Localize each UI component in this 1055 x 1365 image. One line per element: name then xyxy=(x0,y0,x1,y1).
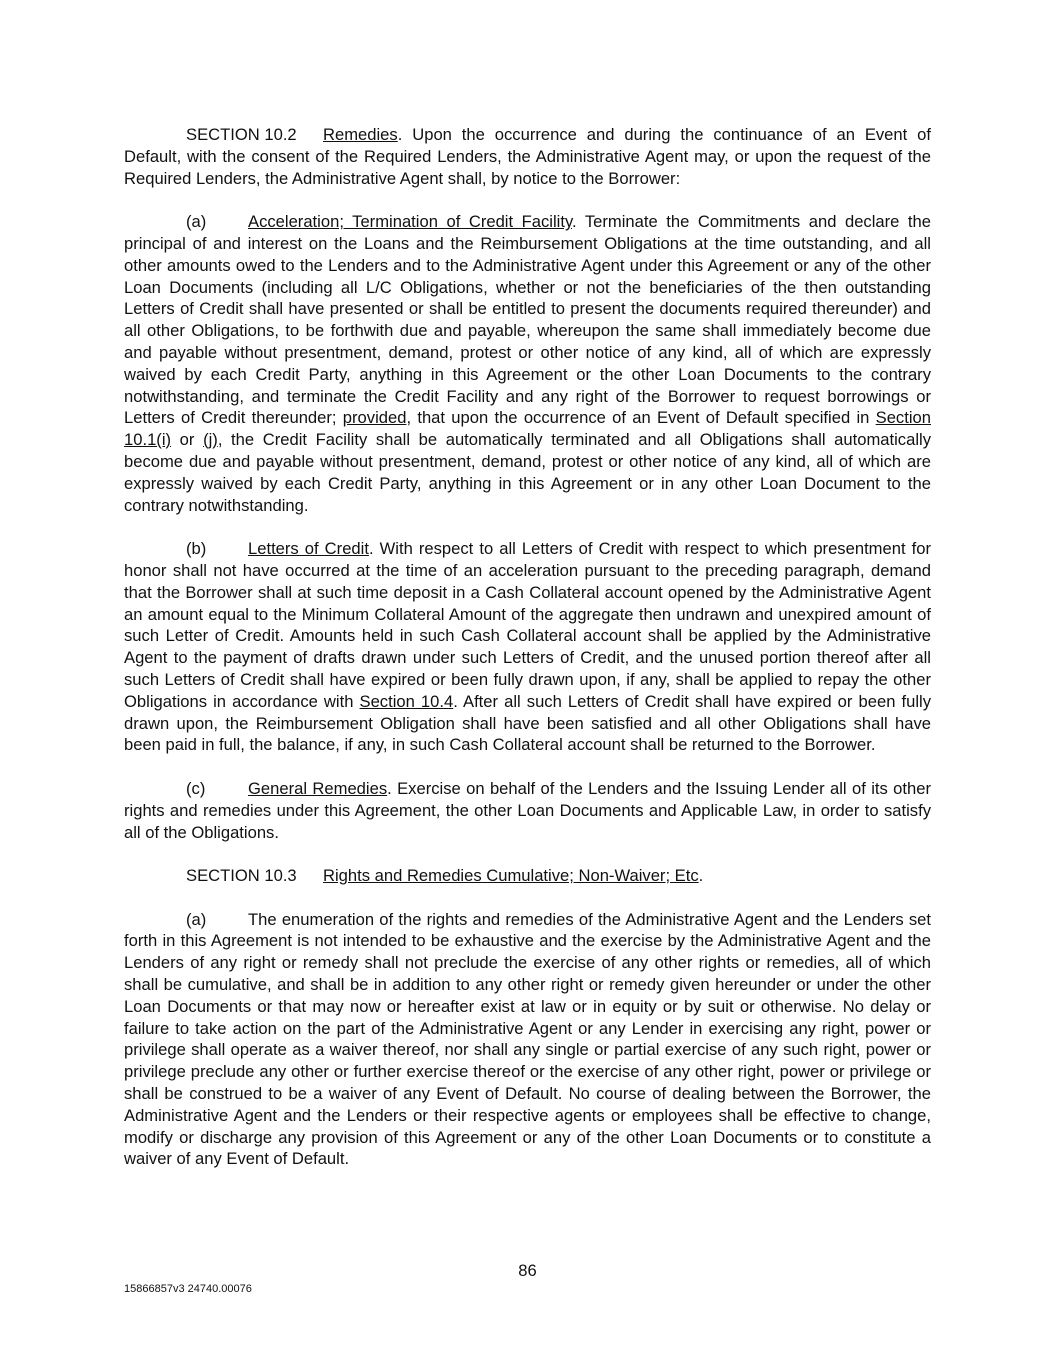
document-id: 15866857v3 24740.00076 xyxy=(124,1283,252,1295)
page-number: 86 xyxy=(518,1261,537,1280)
section-10-3-heading xyxy=(124,865,931,887)
paragraph-a-text-2: , that upon the occurrence of an Event of Default specified in xyxy=(406,408,876,428)
paragraph-a-heading: Acceleration; Termination of Credit Facility xyxy=(248,212,573,232)
section-10-3-label: SECTION 10.3 xyxy=(186,866,297,886)
paragraph-c-marker: (c) xyxy=(186,778,206,798)
section-10-2-paragraph xyxy=(124,124,931,189)
paragraph-b-heading: Letters of Credit xyxy=(248,539,369,559)
section-10-2-label: SECTION 10.2 xyxy=(186,125,297,144)
section-10-3-title: Rights and Remedies Cumulative; Non-Waiver; Etc xyxy=(323,866,699,886)
paragraph-b-letters-of-credit xyxy=(124,538,931,756)
paragraph-a-text-3: or xyxy=(171,430,204,450)
section-10-4-reference: Section 10.4 xyxy=(359,691,454,711)
section-10-3-paragraph-a xyxy=(124,909,931,1171)
paragraph-a-acceleration xyxy=(124,211,931,516)
paragraph-a-text-1: . Terminate the Commitments and declare the principal of and interest on the Loans and the Reimbursement Obligations at the time outstanding, and all other amounts owed to the Lenders and to the Administrative Agent under this Agreement or any of the other Loan Documents (including all L/C Obligations, whether or not the beneficiaries of the then outstanding Letters of Credit shall have presented or shall be entitled to present the documents required thereunder) and all other Obligations, to be forthwith due and payable, whereupon the same shall immediately become due and payable without presentment, demand, protest or other notice of any kind, all of which are expressly waived by each Credit Party, anything in this Agreement or the other Loan Documents to the contrary notwithstanding, and terminate the Credit Facility and any right of the Borrower to request borrowings or Letters of Credit thereunder; xyxy=(124,212,931,428)
section-10-1-i-reference: Section 10.1(i) xyxy=(124,408,931,450)
paragraph-a-text-4: , the Credit Facility shall be automatically terminated and all Obligations shall automatically become due and payable without presentment, demand, protest or other notice of any kind, all of which are expressly waived by each Credit Party, anything in this Agreement or in any other Loan Document to the contrary notwithstanding. xyxy=(124,430,931,515)
section-10-3-a-text: The enumeration of the rights and remedies of the Administrative Agent and the Lenders set forth in this Agreement is not intended to be exhaustive and the exercise by the Administrative Agent and the Lenders of any right or remedy shall not preclude the exercise of any other rights or remedies, all of which shall be cumulative, and shall be in addition to any other right or remedy given hereunder or under the other Loan Documents or that may now or hereafter exist at law or in equity or by suit or otherwise. No delay or failure to take action on the part of the Administrative Agent or any Lender in exercising any right, power or privilege shall operate as a waiver thereof, nor shall any single or partial exercise of any such right, power or privilege preclude any other or further exercise thereof or the exercise of any other right, power or privilege or shall be construed to be a waiver of any Event of Default. No course of dealing between the Borrower, the Administrative Agent and the Lenders or their respective agents or employees shall be effective to change, modify or discharge any provision of this Agreement or any of the other Loan Documents or to constitute a waiver of any Event of Default. xyxy=(124,909,931,1169)
section-10-2-title: Remedies xyxy=(323,125,398,144)
paragraph-a-marker: (a) xyxy=(186,212,207,232)
paragraph-b-text-2: . After all such Letters of Credit shall have expired or been fully drawn upon, the Reimbursement Obligation shall have been satisfied and all other Obligations shall have been paid in full, the balance, if any, in such Cash Collateral account shall be returned to the Borrower. xyxy=(124,691,931,755)
document-page xyxy=(124,124,931,1192)
paragraph-b-text-1: . With respect to all Letters of Credit with respect to which presentment for honor shall not have occurred at the time of an acceleration pursuant to the preceding paragraph, demand that the Borrower shall at such time deposit in a Cash Collateral account opened by the Administrative Agent an amount equal to the Minimum Collateral Amount of the aggregate then undrawn and unexpired amount of such Letter of Credit. Amounts held in such Cash Collateral account shall be applied by the Administrative Agent to the payment of drafts drawn under such Letters of Credit, and the unused portion thereof after all such Letters of Credit shall have expired or been fully drawn upon, if any, shall be applied to repay the other Obligations in accordance with xyxy=(124,539,931,711)
paragraph-c-general-remedies xyxy=(124,778,931,843)
clause-j-reference: (j) xyxy=(203,430,218,450)
paragraph-c-heading: General Remedies xyxy=(248,778,388,798)
section-10-3-a-marker: (a) xyxy=(186,909,207,929)
paragraph-b-marker: (b) xyxy=(186,539,207,559)
section-10-3-period: . xyxy=(698,866,704,886)
section-10-2-intro: . Upon the occurrence and during the continuance of an Event of Default, with the consent of the Required Lenders, the Administrative Agent may, or upon the request of the Required Lenders, the Administrative Agent shall, by notice to the Borrower: xyxy=(124,125,931,188)
provided-term: provided xyxy=(342,408,407,428)
paragraph-c-text: . Exercise on behalf of the Lenders and the Issuing Lender all of its other rights and remedies under this Agreement, the other Loan Documents and Applicable Law, in order to satisfy all of the Obligations. xyxy=(124,778,931,842)
